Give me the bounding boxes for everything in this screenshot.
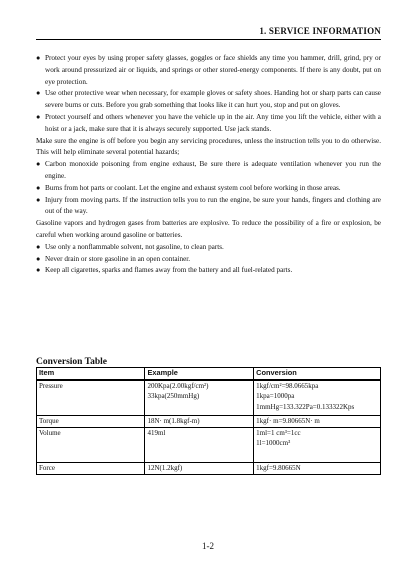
conversion-table: [36, 367, 381, 475]
page-header: [36, 24, 381, 42]
header-item: Item: [37, 368, 145, 380]
bullet-cigarettes: ● Keep all cigarettes, sparks and flames away from the battery and all fuel-related parts.: [36, 265, 381, 277]
cell-item: Pressure: [37, 380, 145, 416]
table-row-volume: [37, 427, 381, 462]
cell-item: Volume: [37, 427, 145, 462]
bullet-symbol: ●: [36, 89, 41, 98]
bullet-symbol: ●: [36, 160, 41, 169]
cell-conversion: 1kgf/cm²=98.0665kpa 1kpa=1000pa 1mmHg=133.322Pa=0.133322Kps: [254, 380, 381, 416]
cell-example: 200Kpa(2.00kgf/cm²) 33kpa(250mmHg): [145, 380, 254, 416]
cell-example: 12N(1.2kgf): [145, 462, 254, 474]
cell-conversion: 1ml=1 cm³=1cc 1l=1000cm³: [254, 427, 381, 462]
bullet-symbol: ●: [36, 254, 41, 263]
table-row-pressure: [37, 380, 381, 416]
header-rule: [36, 39, 381, 40]
safety-text: [36, 53, 381, 277]
bullet-symbol: ●: [36, 183, 41, 192]
table-header-row: [37, 368, 381, 380]
bullet-vehicle-lift: ● Protect yourself and others whenever you have the vehicle up in the air. Any time you lift the vehicle, either with a hoist or a jack, make sure that it is always securely supported. Use jack stands.: [36, 112, 381, 133]
paragraph-gasoline: Gasoline vapors and hydrogen gases from batteries are explosive. To reduce the possibility of a fire or explosion, be careful when working around gasoline or batteries.: [36, 219, 381, 239]
bullet-drain-gasoline: ● Never drain or store gasoline in an open container.: [36, 254, 381, 266]
bullet-eye-protection: ● Protect your eyes by using proper safety glasses, goggles or face shields any time you hammer, drill, grind, pry or work around pressurized air or liquids, and springs or other stored-energy components. If there is any doubt, put on eye protection.: [36, 54, 381, 86]
header-example: Example: [145, 368, 254, 380]
page-number: 1-2: [202, 541, 214, 551]
header-conversion: Conversion: [254, 368, 381, 380]
table-row-torque: [37, 415, 381, 427]
table-row-force: [37, 462, 381, 474]
bullet-symbol: ●: [36, 242, 41, 251]
bullet-symbol: ●: [36, 266, 41, 275]
bullet-solvent: ● Use only a nonflammable solvent, not gasoline, to clean parts.: [36, 242, 381, 254]
cell-example: 419ml: [145, 427, 254, 462]
section-title: 1. SERVICE INFORMATION: [259, 26, 381, 36]
bullet-symbol: ●: [36, 54, 41, 62]
cell-item: Force: [37, 462, 145, 474]
bullet-moving-parts: ● Injury from moving parts. If the instruction tells you to run the engine, be sure your hands, fingers and clothing are out of the way.: [36, 195, 381, 216]
paragraph-engine-off: Make sure the engine is off before you begin any servicing procedures, unless the instruction tells you to do otherwise. This will help eliminate several potential hazards;: [36, 136, 381, 157]
bullet-symbol: ●: [36, 195, 41, 204]
cell-conversion: 1kgf· m=9.80665N· m: [254, 415, 381, 427]
cell-item: Torque: [37, 415, 145, 427]
cell-example: 18N· m(1.8kgf-m): [145, 415, 254, 427]
bullet-protective-wear: ● Use other protective wear when necessary, for example gloves or safety shoes. Handing hot or sharp parts can cause severe burns or cuts. Before you grab something that looks like it can hurt you, stop and put on gloves.: [36, 89, 381, 110]
cell-conversion: 1kgf=9.80665N: [254, 462, 381, 474]
bullet-symbol: ●: [36, 112, 41, 121]
conversion-table-title: Conversion Table: [36, 357, 108, 367]
bullet-carbon-monoxide: ● Carbon monoxide poisoning from engine exhaust, Be sure there is adequate ventilation whenever you run the engine.: [36, 160, 381, 180]
bullet-burns: ● Burns from hot parts or coolant. Let the engine and exhaust system cool before working in those areas.: [36, 183, 381, 195]
